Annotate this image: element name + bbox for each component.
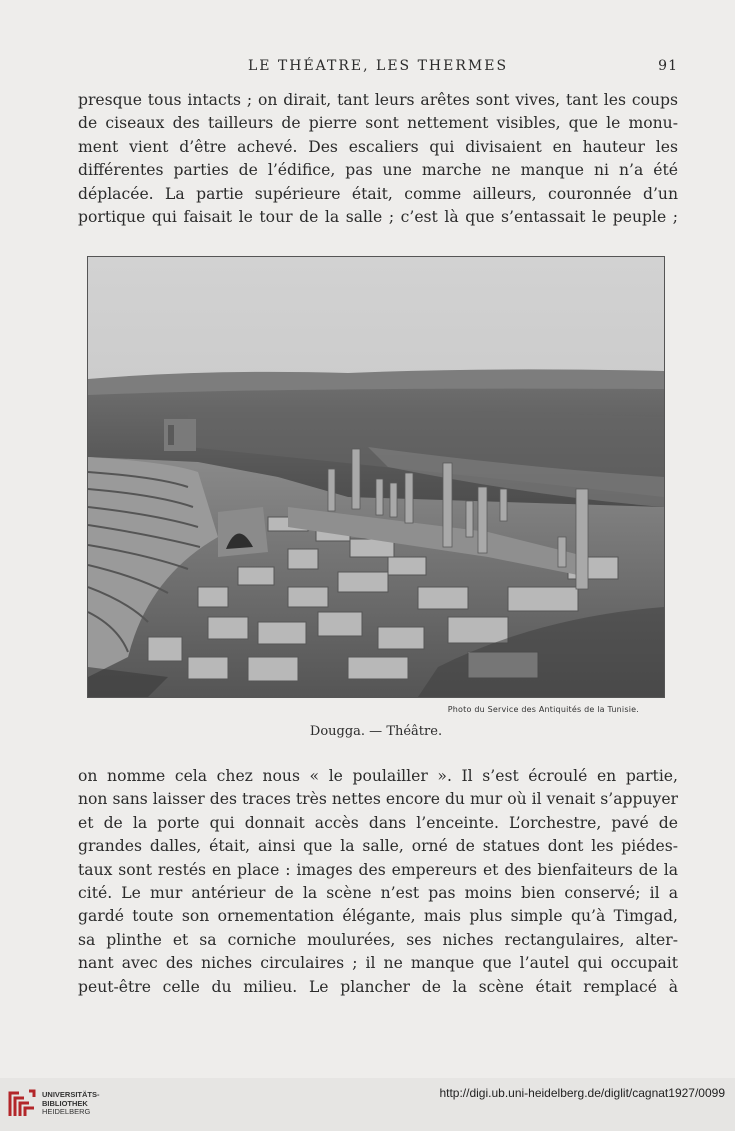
text-line: déplacée. La partie supérieure était, comme ailleurs, couronnée d’un — [78, 184, 678, 203]
institution-line: HEIDELBERG — [42, 1107, 91, 1116]
figure-caption: Dougga. — Théâtre. — [309, 724, 443, 739]
text-line: grandes dalles, était, ainsi que la salle, orné de statues dont les piédes- — [78, 837, 678, 856]
institution-line: UNIVERSITÄTS- — [42, 1090, 100, 1099]
digitization-footer — [0, 1078, 735, 1131]
institution-name — [42, 1091, 100, 1117]
text-line: et de la porte qui donnait accès dans l’enceinte. L’orchestre, pavé de — [78, 813, 678, 832]
text-line: peut-être celle du milieu. Le plancher de la scène était remplacé à — [78, 977, 678, 996]
text-line: non sans laisser des traces très nettes encore du mur où il venait s’appuyer — [78, 790, 678, 809]
theatre-photograph — [87, 256, 665, 698]
running-title: LE THÉATRE, LES THERMES — [247, 58, 509, 74]
text-line: sa plinthe et sa corniche moulurées, ses niches rectangulaires, alter- — [78, 930, 678, 949]
text-line: presque tous intacts ; on dirait, tant leurs arêtes sont vives, tant les coups — [78, 91, 678, 109]
paragraph-top — [78, 89, 678, 229]
text-line: nant avec des niches circulaires ; il ne manque que l’autel qui occupait — [78, 954, 678, 973]
text-line: différentes parties de l’édifice, pas une marche ne manque ni n’a été — [78, 161, 678, 180]
text-line: cité. Le mur antérieur de la scène n’est pas moins bien conservé; il a — [78, 883, 678, 902]
text-line: ment vient d’être achevé. Des escaliers qui divisaient en hauteur les — [78, 137, 678, 156]
text-line: portique qui faisait le tour de la salle ; c’est là que s’entassait le peuple ; — [78, 207, 678, 226]
text-line: taux sont restés en place : images des empereurs et des bienfaiteurs de la — [78, 860, 678, 879]
paragraph-bottom — [78, 765, 678, 999]
digital-copy-link[interactable]: http://digi.ub.uni-heidelberg.de/diglit/cagnat1927/0099 — [439, 1086, 725, 1100]
text-line: de ciseaux des tailleurs de pierre sont nettement visibles, que le monu- — [78, 114, 678, 133]
institution-line: BIBLIOTHEK — [42, 1098, 88, 1108]
photo-credit: Photo du Service des Antiquités de la Tunisie. — [447, 705, 639, 714]
running-head — [78, 58, 678, 78]
text-line: on nomme cela chez nous « le poulailler ». Il s’est écroulé en partie, — [78, 767, 678, 785]
page-number: 91 — [658, 58, 678, 74]
figure — [87, 256, 665, 739]
university-library-logo-icon — [7, 1087, 37, 1119]
text-line: gardé toute son ornementation élégante, mais plus simple qu’à Timgad, — [78, 907, 678, 926]
